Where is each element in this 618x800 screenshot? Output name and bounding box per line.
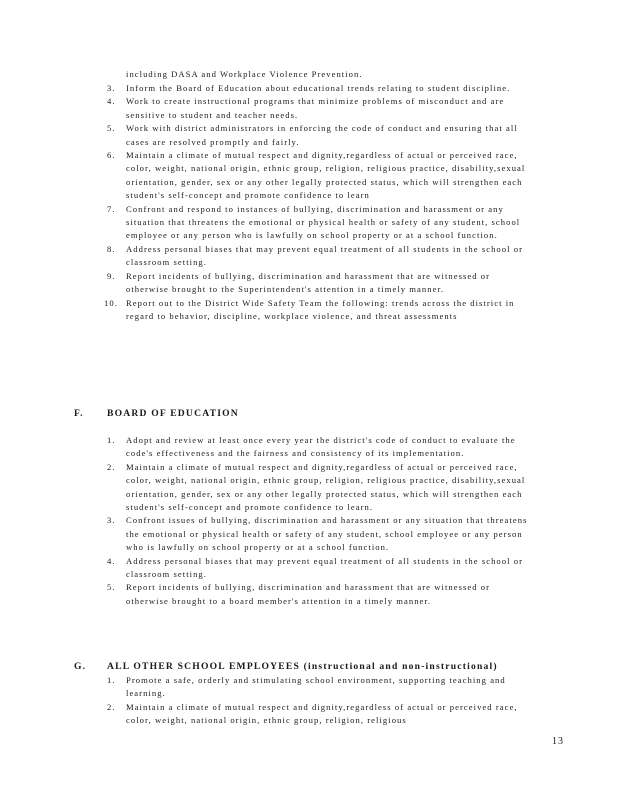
list-item: 10. Report out to the District Wide Safety Team the following: trends across the district in regard to behavior, discipline, workplace violence, and threat assessments [104,297,515,321]
list-item: 3. Confront issues of bullying, discrimination and harassment or any situation that threatens the emotional or physical health or safety of any student, school employee or any person who is lawfully on school property or at a school function. [107,515,528,553]
list-item: 1. Adopt and review at least once every year the district's code of conduct to evaluate the code's effectiveness and the fairness and consistency of its implementation. [107,435,516,459]
list-item: 9. Report incidents of bullying, discrimination and harassment that are witnessed or otherwise brought to the Superintendent's attention in a timely manner. [107,270,491,295]
section-f-letter: F. [74,408,84,419]
list-item: 8. Address personal biases that may prevent equal treatment of all students in the school or classroom setting. [107,243,524,268]
intro-continuation: including DASA and Workplace Violence Prevention. [126,69,363,79]
list-item: 5. Work with district administrators in enforcing the code of conduct and ensuring that all cases are resolved promptly and fairly. [107,123,518,147]
list-item: 7. Confront and respond to instances of bullying, discrimination and harassment or any situation that threatens the emotional or physical health or safety of any student, school employee or any person who is lawfully on school property or at a school function. [107,203,521,241]
list-item: 1. Promote a safe, orderly and stimulating school environment, supporting teaching and learning. [107,675,506,699]
list-item: 5. Report incidents of bullying, discrimination and harassment that are witnessed or otherwise brought to a board member's attention in a timely manner. [107,582,491,606]
section-g-title: ALL OTHER SCHOOL EMPLOYEES (instructional and non-instructional) [107,661,498,672]
top-list [0,82,618,323]
list-item: 4. Work to create instructional programs that minimize problems of misconduct and are sensitive to student and teacher needs. [107,96,505,120]
page-number: 13 [552,736,564,747]
list-item: 3. Inform the Board of Education about educational trends relating to student discipline. [107,83,511,93]
list-item: 6. Maintain a climate of mutual respect and dignity,regardless of actual or perceived race, color, weight, national origin, ethnic group, religion, religious practice, disability,sexual orientation, gender, sex or any other legally protected status, which will strengthen each student's self-concept and promote confidence to learn [107,150,526,201]
section-f-list [0,434,618,608]
section-g-list [0,674,618,728]
list-item: 2. Maintain a climate of mutual respect and dignity,regardless of actual or perceived race, color, weight, national origin, ethnic group, religion, religious [107,701,518,726]
list-item: 2. Maintain a climate of mutual respect and dignity,regardless of actual or perceived race, color, weight, national origin, ethnic group, religion, religious practice, disability,sexual orientation, gender, sex or any other legally protected status, which will strengthen each student's self-concept and promote confidence to learn. [107,461,526,513]
section-g-letter: G. [74,661,87,672]
section-f-title: BOARD OF EDUCATION [107,408,239,419]
list-item: 4. Address personal biases that may prevent equal treatment of all students in the school or classroom setting. [107,555,524,580]
